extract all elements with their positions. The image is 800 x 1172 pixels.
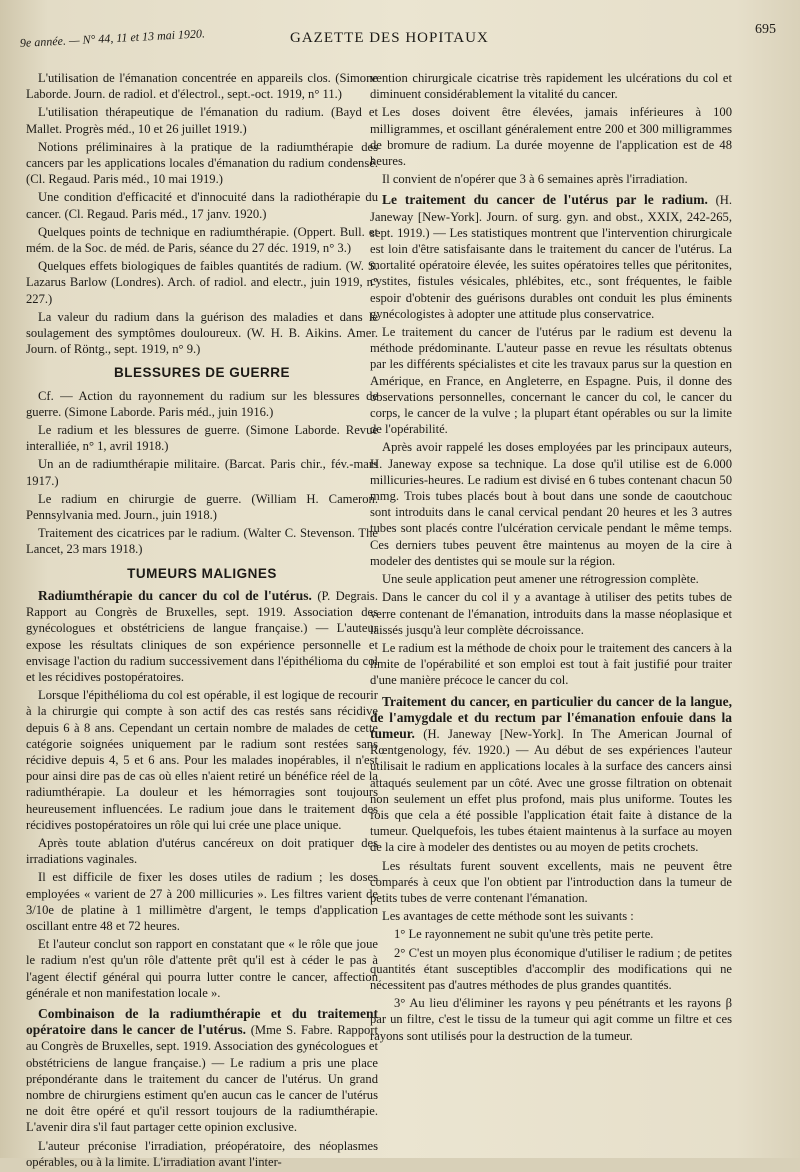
bib-entry: Notions préliminaires à la pratique de la radiumthérapie des cancers par les applications locales d'émanation du radium condensé. (Cl. Regaud. Paris méd., 10 mai 1919.) [26,139,378,187]
journal-title: GAZETTE DES HOPITAUX [290,30,489,46]
list-item: 3° Au lieu d'éliminer les rayons γ peu pénétrants et les rayons β par un filtre, c'est le tissu de la tumeur qui agit comme un filtre et ces rayons sont utilisés pour la destruction de la tumeur. [370,996,732,1043]
article-title: Le traitement du cancer de l'utérus par le radium. [382,192,708,208]
article-lead [370,694,732,856]
article-paragraph: Les doses doivent être élevées, jamais inférieures à 100 milligrammes, et oscillant généralement entre 200 et 300 milligrammes de bromure de radium. La durée moyenne de l'application est de 48 heures. [370,105,732,169]
bib-entry: Cf. — Action du rayonnement du radium sur les blessures de guerre. (Simone Laborde. Paris méd., juin 1916.) [26,388,378,419]
page-header [20,22,776,48]
right-column [370,70,732,1046]
article-paragraph: Les avantages de cette méthode sont les suivants : [382,909,634,924]
bib-entry: Quelques points de technique en radiumthérapie. (Oppert. Bull. et mém. de la Soc. de méd. de Paris, séance du 27 déc. 1919, n° 3.) [26,224,378,256]
article-paragraph: Après toute ablation d'utérus cancéreux on doit pratiquer des irradiations vaginales. [26,835,378,867]
article-title: Radiumthérapie du cancer du col de l'utérus. [38,587,312,603]
bib-entry: Un an de radiumthérapie militaire. (Barcat. Paris chir., fév.-mars 1917.) [26,457,378,488]
section-heading-war-wounds: BLESSURES DE GUERRE [113,365,291,381]
article-paragraph: Le traitement du cancer de l'utérus par le radium est devenu la méthode prédominante. L'auteur passe en revue les résultats obtenus par les différents spécialistes et cite les travaux parus sur la question en Amérique, en France, en Angleterre, en Espagne. Puis, il donne des observations personnelles, concernant le cancer du col, le cancer du corps, le cancer de la vulve ; la plupart étant opérables ou sur la limite de l'opérabilité. [370,325,732,437]
bib-entry: L'utilisation thérapeutique de l'émanation du radium. (Bayd et Mallet. Progrès méd., 10 et 26 juillet 1919.) [26,105,378,136]
page-number: 695 [755,22,776,37]
article-paragraph: Dans le cancer du col il y a avantage à utiliser des petits tubes de verre contenant de l'émanation, introduits dans la masse néoplasique et laissés jusqu'à leur complète décroissance. [370,590,732,637]
article-title: Traitement du cancer, en particulier du cancer de la langue, de l'amygdale et du rectum par l'émanation enfouie dans la tumeur. [370,693,732,741]
bib-entry: Traitement des cicatrices par le radium. (Walter C. Stevenson. The Lancet, 23 mars 1918.) [26,526,378,557]
article-text: L'auteur expose les résultats cliniques de son expérience personnelle et envisage l'action du radium successivement dans l'épithélioma du col et les récidives postopératoires. [26,621,378,684]
article-text: Le radium a pris une place prépondérante dans le traitement du cancer de l'utérus. Un grand nombre de chirurgiens estiment qu'en aucun cas le cancer de l'utérus ne doit être opéré et qu'il ressort toujours de la radiumthérapie. L'avenir dira s'il faut partager cette opinion exclusive. [26,1055,378,1135]
article-paragraph: Le radium est la méthode de choix pour le traitement des cancers à la limite de l'opérabilité et son emploi est tout à fait justifié pour traiter d'une manière précoce le cancer du col. [370,640,732,688]
article-paragraph: Et l'auteur conclut son rapport en constatant que « le rôle que joue le radium n'est qu'un rôle d'attente prêt qu'il est à céder le pas à l'agent électif général qui pourra lutter contre le cancer, affection générale et non manifestation locale ». [26,937,378,1000]
article-paragraph: Il convient de n'opérer que 3 à 6 semaines après l'irradiation. [382,172,688,187]
bib-entry: L'utilisation de l'émanation concentrée en appareils clos. (Simone Laborde. Journ. de radiol. et d'électrol., sept.-oct. 1919, n° 11.) [26,71,378,102]
article-title: Combinaison de la radiumthérapie et du traitement opératoire dans le cancer de l'utérus. [26,1005,378,1038]
article-paragraph: Après avoir rappelé les doses employées par les principaux auteurs, H. Janeway expose sa technique. La dose qu'il utilise est de 6.000 millicuries-heures. Le radium est divisé en 6 tubes contenant chacun 50 mmg. Trois tubes placés bout à bout dans une sonde de caoutchouc sont introduits dans le canal cervical pendant 20 heures et les 3 autres tubes sont placés contre l'ulcération cervicale pendant le même temps. Ces derniers tubes peuvent être maintenus au moyen de la cire à modeler des dentistes qui se moule sur la région. [370,440,732,568]
article-reference: (H. Janeway [New-York]. In The American Journal of Rœntgenology, fév. 1920.) — [370,726,732,758]
list-item: 2° C'est un moyen plus économique d'utiliser le radium ; de petites quantités étant susceptibles d'accomplir des modifications qui ne nécessitent pas d'autres méthodes de plus grandes quantités. [370,945,732,992]
article-lead [26,588,378,685]
article-paragraph: Lorsque l'épithélioma du col est opérable, il est logique de recourir à la chirurgie qui compte à son actif des cas restés sans récidive depuis 6 à 8 ans. Cependant un certain nombre de malades de cette catégorie soignées uniquement par le radium sont restées sans récidive depuis 4, 5 et 6 ans. Pour les malades inopérables, il n'est pour ainsi dire pas de cas où elles n'aient retiré un bénéfice réel de la radiumthérapie. La douleur et les hémorragies sont toujours heureusement influencées. Le radium joue dans le traitement des récidives postopératoires un rôle qui lui crée une place unique. [26,688,378,832]
article-text: Au début de ses expériences l'auteur utilisait le radium en applications locales à la surface des cancers ainsi attaqués seulement par un côté. Avec une grosse filtration on obtenait non seulement un effet plus profond, mais plus uniforme. Toutes les fois que cela a été possible l'application était faite à distance de la tumeur. Quelquefois, les tubes étaient maintenus à la surface au moyen de la cire à modeler des dentistes ou au moyen de petits crochets. [370,743,732,855]
article-lead [26,1006,378,1136]
article-paragraph: vention chirurgicale cicatrise très rapidement les ulcérations du col et diminuent considérablement la vitalité du cancer. [370,71,732,102]
article-paragraph: Les résultats furent souvent excellents, mais ne peuvent être comparés à ceux que l'on obtient par l'introduction dans la tumeur de petits tubes de verre contenant l'émanation. [370,858,732,905]
left-column [26,70,378,1172]
article-paragraph: L'auteur préconise l'irradiation, préopératoire, des néoplasmes opérables, ou à la limite. L'irradiation avant l'inter- [26,1138,378,1169]
article-paragraph: Il est difficile de fixer les doses utiles de radium ; les doses employées « varient de 27 à 200 millicuries ». Les filtres varient de 3/10e de platine à 1 millimètre d'argent, le temps d'application oscillant entre 48 et 72 heures. [26,870,378,933]
advantages-list [370,926,732,1043]
bib-entry: Le radium en chirurgie de guerre. (William H. Cameron. Pennsylvania med. Journ., juin 1918.) [26,491,378,523]
section-heading-malignant-tumors: TUMEURS MALIGNES [127,565,277,581]
article-reference: (P. Degrais. Rapport au Congrès de Bruxelles, sept. 1919. Association des gynécologues et obstétriciens de langue française.) — [26,588,378,636]
list-item: 1° Le rayonnement ne subit qu'une très petite perte. [394,927,654,942]
bib-entry: Une condition d'efficacité et d'innocuité dans la radiothérapie du cancer. (Cl. Regaud. Paris méd., 17 janv. 1920.) [26,190,378,221]
bib-entry: Le radium et les blessures de guerre. (Simone Laborde. Revue interalliée, n° 1, avril 1918.) [26,423,378,454]
article-lead [370,192,732,322]
issue-line: 9e année. — N° 44, 11 et 13 mai 1920. [19,26,206,50]
bib-entry: La valeur du radium dans la guérison des maladies et dans le soulagement des symptômes douloureux. (W. H. B. Aikins. Amer. Journ. of Röntg., sept. 1919, n° 9.) [26,309,378,357]
article-paragraph: Une seule application peut amener une rétrogression complète. [382,572,699,587]
article-text: Les statistiques montrent que l'intervention chirurgicale est loin d'être satisfaisante dans le traitement du cancer de l'utérus. La mortalité opératoire élevée, les suites opératoires telles que péritonites, cystites, fistules vésicales, phlébites, etc., sont fréquentes, le faible espoir d'obtenir des guérisons durables ont conduit les plus éminents gynécologistes à adopter une attitude plus conservatrice. [370,225,733,321]
article-reference: (H. Janeway [New-York]. Journ. of surg. gyn. and obst., XXIX, 242-265, sept. 1919.) — [370,193,732,240]
bib-entry: Quelques effets biologiques de faibles quantités de radium. (W. S. Lazarus Barlow (Londres). Arch. of radiol. and electr., juin 1919, n° 227.) [26,259,378,306]
article-reference: (Mme S. Fabre. Rapport au Congrès de Bruxelles, sept. 1919. Association des gynécologues et obstétriciens de langue française.) — [26,1023,378,1070]
